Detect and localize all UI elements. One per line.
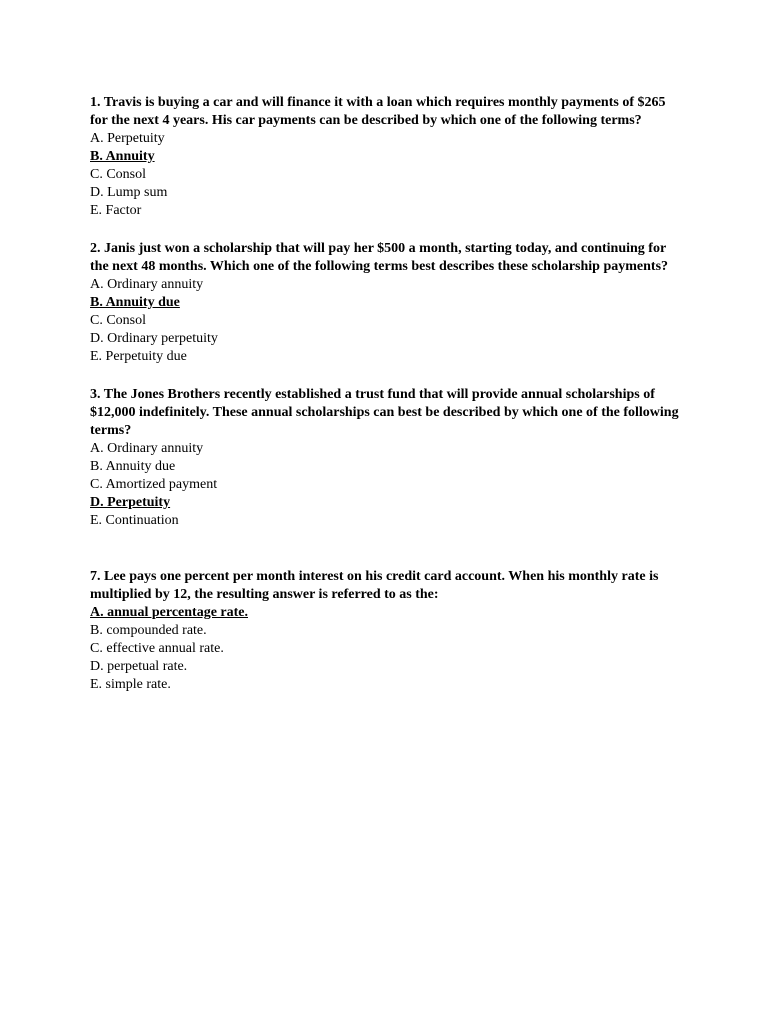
question-3-option-a: A. Ordinary annuity	[90, 441, 204, 456]
question-3-option-e: E. Continuation	[90, 513, 179, 528]
question-7	[90, 568, 680, 694]
question-2-option-a: A. Ordinary annuity	[90, 277, 204, 292]
spacer	[90, 366, 680, 386]
spacer	[90, 220, 680, 240]
question-3-option-d-correct: D. Perpetuity	[90, 495, 171, 510]
document-page	[90, 94, 680, 694]
question-1-option-e: E. Factor	[90, 203, 142, 218]
question-7-text: 7. Lee pays one percent per month interest on his credit card account. When his monthly rate is multiplied by 12, the resulting answer is referred to as the:	[90, 569, 659, 602]
question-1-option-c: C. Consol	[90, 167, 147, 182]
question-3-text: 3. The Jones Brothers recently established a trust fund that will provide annual scholarships of $12,000 indefinitely. These annual scholarships can best be described by which one of the following terms?	[90, 387, 679, 438]
question-2	[90, 240, 680, 366]
question-2-option-b-correct: B. Annuity due	[90, 295, 180, 310]
question-7-option-b: B. compounded rate.	[90, 623, 207, 638]
question-7-option-a-correct: A. annual percentage rate.	[90, 605, 248, 620]
question-2-option-c: C. Consol	[90, 313, 147, 328]
question-1-option-d: D. Lump sum	[90, 185, 168, 200]
question-7-option-d: D. perpetual rate.	[90, 659, 188, 674]
question-3	[90, 386, 680, 530]
question-7-option-e: E. simple rate.	[90, 677, 171, 692]
question-1	[90, 94, 680, 220]
question-2-text: 2. Janis just won a scholarship that will pay her $500 a month, starting today, and continuing for the next 48 months. Which one of the following terms best describes these scholarship payments?	[90, 241, 669, 274]
question-2-option-d: D. Ordinary perpetuity	[90, 331, 218, 346]
question-3-option-c: C. Amortized payment	[90, 477, 218, 492]
question-3-option-b: B. Annuity due	[90, 459, 176, 474]
question-1-option-b-correct: B. Annuity	[90, 149, 155, 164]
question-1-text: 1. Travis is buying a car and will finance it with a loan which requires monthly payments of $265 for the next 4 years. His car payments can be described by which one of the following terms?	[90, 95, 666, 128]
question-1-option-a: A. Perpetuity	[90, 131, 165, 146]
question-2-option-e: E. Perpetuity due	[90, 349, 187, 364]
question-7-option-c: C. effective annual rate.	[90, 641, 224, 656]
spacer	[90, 530, 680, 568]
